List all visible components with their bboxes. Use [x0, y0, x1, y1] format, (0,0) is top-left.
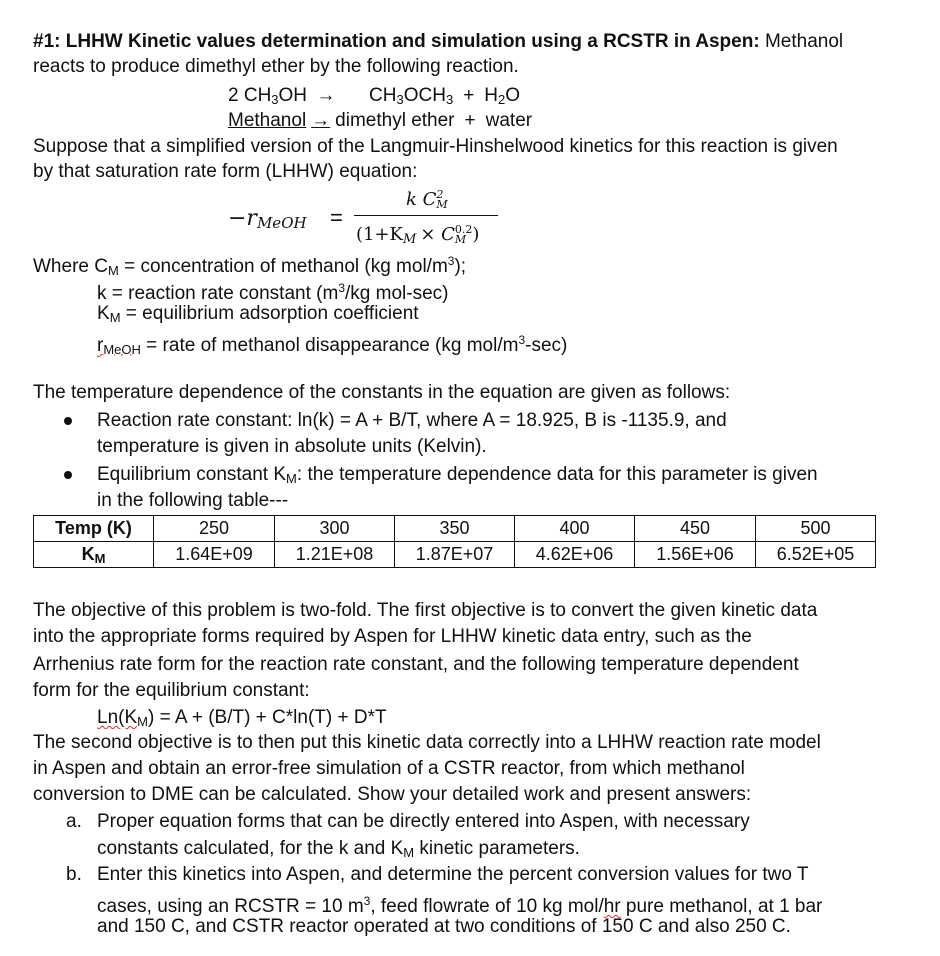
kinetics-intro-2: by that saturation rate form (LHHW) equation:	[33, 161, 418, 182]
definition-cm: Where $C_M$ = concentration of methanol (kg mol/$m^3$);	[33, 254, 467, 278]
table-cell: 300	[275, 516, 395, 542]
intro-text: Methanol	[759, 31, 844, 52]
bullet-rate-constant-2: temperature is given in absolute units (Kelvin).	[97, 436, 487, 457]
definition-k: k = reaction rate constant ($m^3/kg$ mol-sec)	[97, 281, 449, 304]
table-row	[34, 516, 876, 542]
list-marker-b: b.	[66, 864, 82, 885]
kinetics-intro-1: Suppose that a simplified version of the Langmuir-Hinshelwood kinetics for this reaction is given	[33, 136, 838, 157]
answer-b-line-3: and 150 C, and CSTR reactor operated at two conditions of 150 C and also 250 C.	[97, 916, 791, 937]
answer-b-line-2: cases, using an RCSTR = 10 $m^3$, feed flowrate of 10 kg mol/hr pure methanol, at 1 bar	[97, 894, 823, 917]
equation-lhs: $-r_{MeOH}$	[228, 206, 307, 232]
table-cell: 6.52E+05	[756, 542, 876, 568]
definition-km: $K_M$ = equilibrium adsorption coefficient	[97, 303, 419, 325]
table-header-temp: Temp (K)	[34, 516, 154, 542]
objective-line-2: into the appropriate forms required by Aspen for LHHW kinetic data entry, such as the	[33, 626, 752, 647]
list-marker-a: a.	[66, 811, 82, 832]
reaction-formula: 2 $CH_3OH \to CH_3OCH_3 + H_2O$	[228, 85, 521, 107]
km-data-table	[33, 515, 876, 568]
answer-b-line-1: Enter this kinetics into Aspen, and determine the percent conversion values for two T	[97, 864, 809, 885]
table-cell: 4.62E+06	[515, 542, 635, 568]
answer-a-line-2: constants calculated, for the k and $K_M$ kinetic parameters.	[97, 838, 580, 860]
equation-numerator: k C 2 M	[406, 188, 448, 211]
second-objective-1: The second objective is to then put this kinetic data correctly into a LHHW reaction rate model	[33, 732, 821, 753]
km-equation: $Ln(K_M) = A + (B/T) + C*\ln(T) + D*T$	[97, 707, 387, 729]
objective-line-1: The objective of this problem is two-fold. The first objective is to convert the given kinetic data	[33, 600, 818, 621]
second-objective-2: in Aspen and obtain an error-free simulation of a CSTR reactor, from which methanol	[33, 758, 745, 779]
bullet-equilibrium-1: Equilibrium constant $K_M$: the temperature dependence data for this parameter is given	[97, 464, 818, 486]
table-cell: 350	[395, 516, 515, 542]
objective-line-4: form for the equilibrium constant:	[33, 680, 310, 701]
reaction-words: Methanol → dimethyl ether + water	[228, 110, 533, 131]
table-cell: 250	[154, 516, 275, 542]
fraction-bar	[354, 215, 498, 216]
intro-line-2: reacts to produce dimethyl ether by the following reaction.	[33, 56, 519, 77]
equation-equals: =	[330, 205, 343, 230]
table-cell: 450	[635, 516, 756, 542]
bullet-dot	[64, 417, 72, 425]
objective-line-3: Arrhenius rate form for the reaction rate constant, and the following temperature dependent	[33, 654, 799, 675]
table-cell: 500	[756, 516, 876, 542]
table-cell: 1.87E+07	[395, 542, 515, 568]
bullet-rate-constant-1: Reaction rate constant: ln(k) = A + B/T, where A = 18.925, B is -1135.9, and	[97, 410, 727, 431]
table-cell: 1.56E+06	[635, 542, 756, 568]
equation-denominator: ($1+K_M \times C$ 0.2 M )	[356, 223, 480, 247]
temperature-intro: The temperature dependence of the constants in the equation are given as follows:	[33, 382, 731, 403]
reaction-arrow: →	[316, 85, 336, 106]
table-cell: 400	[515, 516, 635, 542]
bullet-dot	[64, 471, 72, 479]
definition-rate: $r_{MeOH}$ = rate of methanol disappearance (kg mol/$m^3-\sec$)	[97, 333, 568, 357]
answer-a-line-1: Proper equation forms that can be directly entered into Aspen, with necessary	[97, 811, 750, 832]
bullet-equilibrium-2: in the following table---	[97, 490, 289, 511]
problem-heading-line	[33, 30, 843, 54]
second-objective-3: conversion to DME can be calculated. Show your detailed work and present answers:	[33, 784, 752, 805]
table-header-km: $K_M$	[34, 542, 154, 568]
problem-title: #1: LHHW Kinetic values determination and simulation using a RCSTR in Aspen:	[33, 31, 760, 52]
table-cell: 1.21E+08	[275, 542, 395, 568]
table-row	[34, 542, 876, 568]
table-cell: 1.64E+09	[154, 542, 275, 568]
